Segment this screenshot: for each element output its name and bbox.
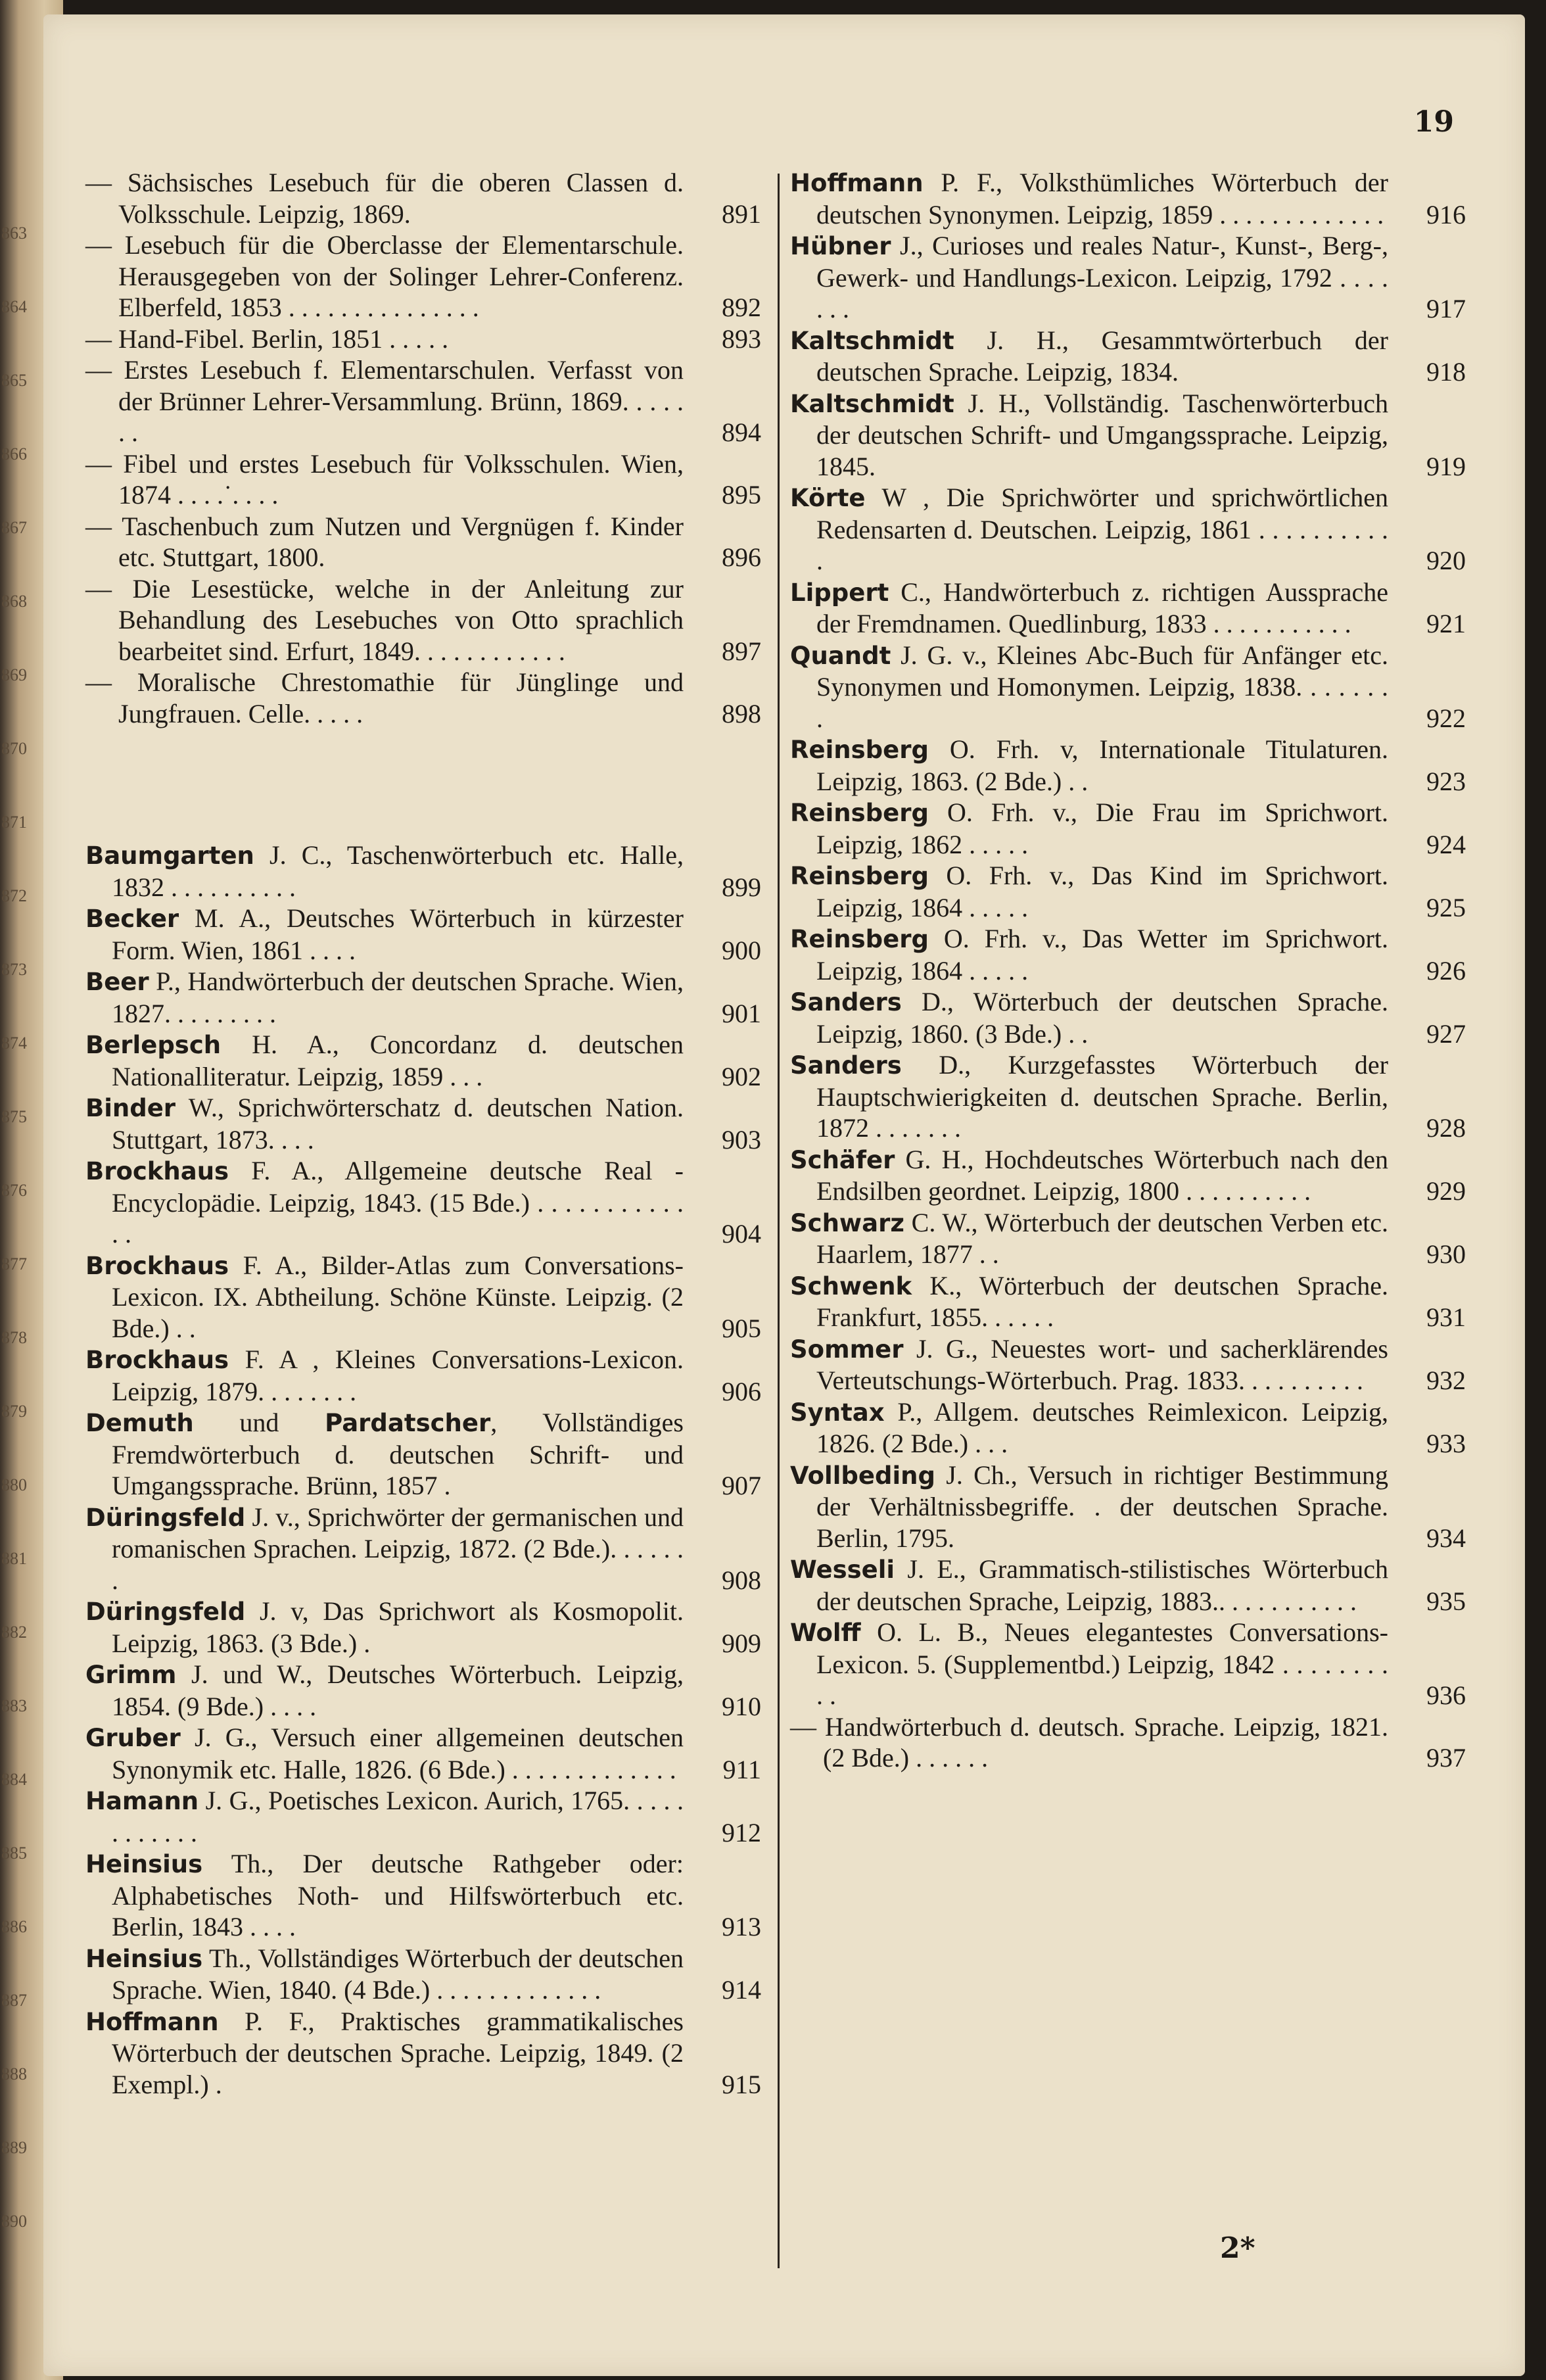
entry-number: 915 <box>722 2069 761 2099</box>
entry-number: 910 <box>722 1691 761 1721</box>
entry-text <box>790 1617 1474 1711</box>
entry-details: W , Die Sprichwörter und sprichwörtlichen Redensarten d. Deutschen. Leipzig, 1861 . . . . . . . . . . . <box>816 483 1388 575</box>
entry-text <box>790 1396 1474 1460</box>
entry-details: P. F., Volksthümliches Wörterbuch der deutschen Synonymen. Leipzig, 1859 . . . . . . . . . . . . . <box>816 168 1388 229</box>
entry-text <box>85 1029 769 1092</box>
entry-author: Schwarz <box>790 1208 904 1237</box>
entry-details: J. E., Grammatisch-stilistisches Wörterbuch der deutschen Sprache, Leipzig, 1883.. . . . . . . . . . . <box>816 1554 1388 1616</box>
catalog-entry <box>790 1207 1474 1270</box>
entry-details: J. Ch., Versuch in richtiger Bestimmung der Verhältnissbegriffe. . der deutschen Sprache. Berlin, 1795. <box>816 1460 1388 1553</box>
right-sub-entries <box>790 1711 1474 1774</box>
entry-number: 930 <box>1426 1239 1466 1269</box>
catalog-entry <box>85 511 769 573</box>
previous-page-number: 889 <box>1 2138 27 2157</box>
entry-author: Becker <box>85 905 179 933</box>
catalog-page <box>43 14 1525 2376</box>
entry-number: 895 <box>722 480 761 510</box>
entry-text <box>790 325 1474 388</box>
catalog-entry <box>790 1333 1474 1396</box>
entry-number: 897 <box>722 636 761 666</box>
catalog-entry <box>790 1144 1474 1207</box>
entry-details: D., Kurzgefasstes Wörterbuch der Hauptschwierigkeiten d. deutschen Sprache. Berlin, 1872 . . . . . . . <box>816 1050 1388 1143</box>
entry-author: Reinsberg <box>790 862 929 890</box>
catalog-entry <box>85 1092 769 1155</box>
entry-text <box>790 1333 1474 1396</box>
entry-author: Hoffmann <box>790 169 924 197</box>
entry-number: 896 <box>722 542 761 572</box>
previous-page-number: 873 <box>1 960 27 979</box>
entry-details: W., Sprichwörterschatz d. deutschen Nation. Stuttgart, 1873. . . . <box>112 1093 684 1154</box>
page-number: 19 <box>1413 105 1454 139</box>
entry-author: Gruber <box>85 1724 181 1752</box>
previous-page-number: 874 <box>1 1034 27 1053</box>
catalog-entry <box>790 1396 1474 1460</box>
entry-text <box>790 230 1474 325</box>
section-gap <box>85 729 769 840</box>
entry-number: 931 <box>1426 1302 1466 1332</box>
left-main-entries <box>85 840 769 2100</box>
previous-page-number: 885 <box>1 1844 27 1863</box>
previous-page-number: 869 <box>1 665 27 684</box>
entry-text <box>790 1144 1474 1207</box>
entry-text <box>85 1722 769 1785</box>
entry-number: 928 <box>1426 1113 1466 1143</box>
entry-author: Brockhaus <box>85 1251 229 1280</box>
catalog-entry <box>790 640 1474 734</box>
entry-number: 914 <box>722 1975 761 2005</box>
entry-number: 934 <box>1426 1523 1466 1553</box>
entry-text <box>85 1502 769 1596</box>
entry-number: 902 <box>722 1061 761 1091</box>
catalog-entry <box>85 1722 769 1785</box>
entry-author: Schwenk <box>790 1272 912 1300</box>
entry-number: 911 <box>722 1754 761 1784</box>
entry-details: H. A., Concordanz d. deutschen Nationalliteratur. Leipzig, 1859 . . . <box>112 1030 684 1091</box>
entry-number: 937 <box>1426 1743 1466 1773</box>
catalog-entry <box>85 573 769 667</box>
entry-text <box>85 1785 769 1848</box>
entry-text <box>790 986 1474 1049</box>
entry-text <box>790 1554 1474 1617</box>
previous-page-number: 881 <box>1 1549 27 1568</box>
entry-details: , Vollständiges Fremdwörterbuch d. deutschen Schrift- und Umgangssprache. Brünn, 1857 . <box>112 1408 684 1500</box>
catalog-entry <box>790 388 1474 483</box>
entry-number: 929 <box>1426 1176 1466 1206</box>
entry-details: F. A , Kleines Conversations-Lexicon. Leipzig, 1879. . . . . . . . <box>112 1345 684 1406</box>
entry-text: — Moralische Chrestomathie für Jünglinge und Jungfrauen. Celle. . . . . <box>85 667 684 728</box>
entry-author: Düringsfeld <box>85 1598 246 1626</box>
entry-author: Baumgarten <box>85 842 254 870</box>
left-sub-entries <box>85 167 769 729</box>
catalog-entry <box>790 577 1474 640</box>
entry-number: 921 <box>1426 609 1466 638</box>
entry-text: — Taschenbuch zum Nutzen und Vergnügen f. Kinder etc. Stuttgart, 1800. <box>85 511 684 572</box>
previous-page-number: 875 <box>1 1107 27 1126</box>
entry-number: 912 <box>722 1817 761 1847</box>
previous-page-number: 871 <box>1 813 27 832</box>
entry-details: J. C., Taschenwörterbuch etc. Halle, 1832 . . . . . . . . . . <box>112 840 684 902</box>
previous-page-number: 867 <box>1 518 27 537</box>
entry-number: 900 <box>722 935 761 965</box>
entry-details: P., Handwörterbuch der deutschen Sprache. Wien, 1827. . . . . . . . . <box>112 966 684 1028</box>
entry-text: — Die Lesestücke, welche in der Anleitung zur Behandlung des Lesebuches von Otto sprachlich bearbeitet sind. Erfurt, 1849. . . . . . . . . . . . <box>85 573 684 666</box>
entry-number: 899 <box>722 872 761 902</box>
entry-text <box>790 734 1474 797</box>
entry-number: 919 <box>1426 451 1466 481</box>
entry-author: Düringsfeld <box>85 1503 246 1532</box>
entry-details: O. Frh. v., Das Kind im Sprichwort. Leipzig, 1864 . . . . . <box>816 861 1388 922</box>
entry-details: J. H., Gesammtwörterbuch der deutschen Sprache. Leipzig, 1834. <box>816 325 1388 387</box>
entry-number: 935 <box>1426 1586 1466 1616</box>
entry-text <box>85 1344 769 1407</box>
entry-number: 907 <box>722 1471 761 1500</box>
previous-page-number: 876 <box>1 1181 27 1200</box>
entry-details: J. v., Sprichwörter der germanischen und romanischen Sprachen. Leipzig, 1872. (2 Bde.). . . . . . . <box>112 1502 684 1595</box>
entry-number: 936 <box>1426 1680 1466 1710</box>
catalog-entry <box>790 1554 1474 1617</box>
entry-text: — Handwörterbuch d. deutsch. Sprache. Leipzig, 1821. (2 Bde.) . . . . . . <box>790 1711 1388 1773</box>
entry-author: Brockhaus <box>85 1346 229 1374</box>
entry-text <box>85 903 769 966</box>
entry-number: 909 <box>722 1628 761 1658</box>
entry-text: — Sächsisches Lesebuch für die oberen Classen d. Volksschule. Leipzig, 1869. <box>85 168 684 229</box>
previous-page-number: 883 <box>1 1696 27 1715</box>
previous-page-number: 882 <box>1 1623 27 1642</box>
entry-details: J. und W., Deutsches Wörterbuch. Leipzig, 1854. (9 Bde.) . . . . <box>112 1659 684 1721</box>
entry-text <box>85 1092 769 1155</box>
entry-details: O. Frh. v., Das Wetter im Sprichwort. Leipzig, 1864 . . . . . <box>816 924 1388 986</box>
previous-page-number: 880 <box>1 1475 27 1494</box>
entry-author: Quandt <box>790 641 891 670</box>
previous-page-number: 872 <box>1 886 27 905</box>
entry-details: D., Wörterbuch der deutschen Sprache. Leipzig, 1860. (3 Bde.) . . <box>816 987 1388 1049</box>
catalog-entry <box>85 1943 769 2006</box>
catalog-entry <box>85 1502 769 1596</box>
entry-number: 933 <box>1426 1429 1466 1458</box>
entry-text <box>790 1207 1474 1270</box>
entry-details: J. G., Poetisches Lexicon. Aurich, 1765. . . . . . . . . . . . <box>112 1786 684 1847</box>
catalog-entry <box>790 734 1474 797</box>
catalog-entry <box>85 1659 769 1722</box>
entry-number: 898 <box>722 698 761 728</box>
entry-text <box>85 840 769 903</box>
catalog-entry <box>790 1460 1474 1554</box>
entry-number: 913 <box>722 1912 761 1941</box>
previous-page-number: 864 <box>1 297 27 316</box>
entry-details: P., Allgem. deutsches Reimlexicon. Leipzig, 1826. (2 Bde.) . . . <box>816 1396 1388 1458</box>
previous-page-number: 866 <box>1 444 27 464</box>
previous-page-number: 879 <box>1 1402 27 1421</box>
entry-author: Binder <box>85 1094 176 1122</box>
catalog-entry <box>790 325 1474 388</box>
catalog-entry <box>85 354 769 448</box>
entry-details: K., Wörterbuch der deutschen Sprache. Frankfurt, 1855. . . . . . <box>816 1270 1388 1332</box>
entry-details: C., Handwörterbuch z. richtigen Aussprache der Fremdnamen. Quedlinburg, 1833 . . . . . . . . . . . <box>816 577 1388 638</box>
entry-author: Kaltschmidt <box>790 326 954 355</box>
entry-author: Körte <box>790 484 866 512</box>
entry-text <box>790 167 1474 230</box>
entry-author: Reinsberg <box>790 925 929 953</box>
entry-details: F. A., Bilder-Atlas zum Conversations-Lexicon. IX. Abtheilung. Schöne Künste. Leipzig. (2 Bde.) . . <box>112 1250 684 1343</box>
entry-author: Hamann <box>85 1787 199 1815</box>
catalog-entry <box>790 1270 1474 1333</box>
entry-details: C. W., Wörterbuch der deutschen Verben etc. Haarlem, 1877 . . <box>816 1207 1388 1269</box>
entry-text <box>85 966 769 1029</box>
entry-number: 926 <box>1426 955 1466 986</box>
entry-author: Syntax <box>790 1398 885 1427</box>
entry-author: Wesseli <box>790 1556 895 1584</box>
previous-page-number: 870 <box>1 739 27 758</box>
entry-details: G. H., Hochdeutsches Wörterbuch nach den Endsilben geordnet. Leipzig, 1800 . . . . . . . . . . <box>816 1144 1388 1206</box>
entry-number: 908 <box>722 1565 761 1595</box>
entry-text <box>85 1155 769 1250</box>
entry-text <box>790 860 1474 923</box>
entry-details: J. v, Das Sprichwort als Kosmopolit. Leipzig, 1863. (3 Bde.) . <box>112 1596 684 1658</box>
entry-author: Beer <box>85 968 149 996</box>
entry-author: Heinsius <box>85 1850 203 1878</box>
entry-number: 917 <box>1426 294 1466 323</box>
entry-number: 905 <box>722 1313 761 1343</box>
entry-details: J. G. v., Kleines Abc-Buch für Anfänger etc. Synonymen und Homonymen. Leipzig, 1838. . . . . . . . <box>816 640 1388 733</box>
catalog-entry <box>85 229 769 323</box>
catalog-entry <box>790 167 1474 230</box>
entry-text <box>85 2006 769 2101</box>
previous-page-number: 884 <box>1 1770 27 1789</box>
entry-author: Kaltschmidt <box>790 389 954 418</box>
left-column <box>85 167 769 2100</box>
catalog-entry <box>790 860 1474 923</box>
entry-number: 922 <box>1426 703 1466 733</box>
entry-author: Grimm <box>85 1661 177 1689</box>
catalog-entry <box>85 1785 769 1848</box>
entry-author: Pardatscher <box>325 1409 491 1437</box>
right-main-entries <box>790 167 1474 1711</box>
catalog-entry <box>790 1049 1474 1144</box>
entry-number: 924 <box>1426 829 1466 859</box>
entry-text <box>790 640 1474 734</box>
entry-text <box>85 1848 769 1943</box>
entry-number: 904 <box>722 1219 761 1249</box>
entry-text: — Lesebuch für die Oberclasse der Elementarschule. Herausgegeben von der Solinger Lehrer-Conferenz. Elberfeld, 1853 . . . . . . . . . . . . . . . <box>85 230 684 322</box>
entry-text <box>790 1270 1474 1333</box>
previous-page-number: 888 <box>1 2064 27 2083</box>
entry-author: Heinsius <box>85 1944 203 1973</box>
entry-text <box>790 1049 1474 1144</box>
entry-details: und <box>193 1408 325 1437</box>
entry-author: Reinsberg <box>790 799 929 827</box>
catalog-entry <box>790 986 1474 1049</box>
previous-page-number: 863 <box>1 224 27 243</box>
entry-details: P. F., Praktisches grammatikalisches Wörterbuch der deutschen Sprache. Leipzig, 1849. (2 Exempl.) . <box>112 2006 684 2099</box>
catalog-entry <box>85 1407 769 1502</box>
column-divider <box>778 174 780 2268</box>
entry-author: Reinsberg <box>790 736 929 764</box>
entry-details: M. A., Deutsches Wörterbuch in kürzester Form. Wien, 1861 . . . . <box>112 903 684 965</box>
entry-details: Th., Der deutsche Rathgeber oder: Alphabetisches Noth- und Hilfswörterbuch etc. Berlin, 1843 . . . . <box>112 1849 684 1941</box>
previous-page-number: 865 <box>1 371 27 390</box>
catalog-entry <box>790 1617 1474 1711</box>
previous-page-number: 868 <box>1 592 27 611</box>
entry-details: Th., Vollständiges Wörterbuch der deutschen Sprache. Wien, 1840. (4 Bde.) . . . . . . . . . . . . . <box>112 1943 684 2005</box>
catalog-entry <box>790 1711 1474 1774</box>
catalog-entry <box>85 1596 769 1659</box>
entry-text <box>85 1407 769 1502</box>
entry-text <box>85 1596 769 1659</box>
entry-details: J. G., Neuestes wort- und sacherklärendes Verteutschungs-Wörterbuch. Prag. 1833. . . . . . . . . . <box>816 1333 1388 1395</box>
entry-number: 893 <box>722 323 761 354</box>
entry-number: 903 <box>722 1124 761 1154</box>
entry-details: O. Frh. v, Internationale Titulaturen. Leipzig, 1863. (2 Bde.) . . <box>816 734 1388 796</box>
entry-author: Hübner <box>790 232 891 260</box>
entry-number: 923 <box>1426 766 1466 796</box>
catalog-entry <box>85 903 769 966</box>
entry-text <box>85 1943 769 2006</box>
entry-number: 906 <box>722 1376 761 1406</box>
entry-number: 892 <box>722 293 761 322</box>
catalog-entry <box>85 1155 769 1250</box>
catalog-entry <box>85 667 769 729</box>
entry-number: 918 <box>1426 357 1466 387</box>
entry-author: Schäfer <box>790 1145 895 1174</box>
signature-mark: 2* <box>1220 2231 1255 2265</box>
catalog-entry <box>790 482 1474 577</box>
entry-text: — Fibel und erstes Lesebuch für Volksschulen. Wien, 1874 . . . .˙. . . . <box>85 448 684 510</box>
entry-number: 894 <box>722 417 761 447</box>
catalog-entry <box>85 1344 769 1407</box>
entry-text <box>85 1659 769 1722</box>
catalog-entry <box>85 448 769 511</box>
catalog-entry <box>85 167 769 229</box>
entry-text <box>790 797 1474 860</box>
previous-page-number: 878 <box>1 1328 27 1347</box>
entry-number: 932 <box>1426 1366 1466 1395</box>
entry-number: 920 <box>1426 546 1466 575</box>
catalog-entry <box>790 923 1474 986</box>
entry-author: Sanders <box>790 988 902 1016</box>
entry-text <box>85 1250 769 1345</box>
entry-author: Hoffmann <box>85 2007 219 2036</box>
entry-text <box>790 482 1474 577</box>
entry-details: J., Curioses und reales Natur-, Kunst-, Berg-, Gewerk- und Handlungs-Lexicon. Leipzig, 1792 . . . . . . . <box>816 231 1388 323</box>
catalog-entry <box>85 1029 769 1092</box>
entry-text <box>790 923 1474 986</box>
previous-page-number: 886 <box>1 1917 27 1936</box>
entry-text <box>790 577 1474 640</box>
entry-text: — Hand-Fibel. Berlin, 1851 . . . . . <box>85 323 449 354</box>
entry-author: Lippert <box>790 578 889 607</box>
entry-author: Wolff <box>790 1619 861 1647</box>
previous-page-number: 887 <box>1 1991 27 2010</box>
entry-details: J. H., Vollständig. Taschenwörterbuch der deutschen Schrift- und Umgangssprache. Leipzig, 1845. <box>816 388 1388 481</box>
catalog-entry <box>790 230 1474 325</box>
entry-text <box>790 388 1474 483</box>
entry-details: O. Frh. v., Die Frau im Sprichwort. Leipzig, 1862 . . . . . <box>816 797 1388 859</box>
entry-text: — Erstes Lesebuch f. Elementarschulen. Verfasst von der Brünner Lehrer-Versammlung. Brünn, 1869. . . . . . . <box>85 355 684 447</box>
entry-author: Vollbeding <box>790 1461 935 1490</box>
entry-text <box>790 1460 1474 1554</box>
entry-author: Berlepsch <box>85 1031 222 1059</box>
entry-number: 891 <box>722 199 761 229</box>
entry-details: J. G., Versuch einer allgemeinen deutschen Synonymik etc. Halle, 1826. (6 Bde.) . . . . . . . . . . . . . <box>112 1723 684 1784</box>
entry-author: Brockhaus <box>85 1157 229 1185</box>
entry-number: 901 <box>722 998 761 1028</box>
catalog-entry <box>85 966 769 1029</box>
catalog-entry <box>85 323 769 355</box>
catalog-entry <box>85 1250 769 1345</box>
catalog-entry <box>85 840 769 903</box>
entry-number: 925 <box>1426 892 1466 922</box>
catalog-entry <box>85 2006 769 2101</box>
entry-author: Sanders <box>790 1051 902 1080</box>
entry-number: 916 <box>1426 199 1466 229</box>
entry-author: Sommer <box>790 1335 904 1364</box>
previous-page-number: 877 <box>1 1254 27 1273</box>
previous-page-number: 890 <box>1 2212 27 2231</box>
right-column <box>790 167 1474 1774</box>
entry-number: 927 <box>1426 1018 1466 1049</box>
entry-author: Demuth <box>85 1409 194 1437</box>
entry-details: F. A., Allgemeine deutsche Real - Encyclopädie. Leipzig, 1843. (15 Bde.) . . . . . . . . . . . . . <box>112 1156 684 1249</box>
catalog-entry <box>85 1848 769 1943</box>
entry-details: O. L. B., Neues elegantestes Conversations-Lexicon. 5. (Supplementbd.) Leipzig, 1842 . . . . . . . . . . <box>816 1617 1388 1710</box>
catalog-entry <box>790 797 1474 860</box>
